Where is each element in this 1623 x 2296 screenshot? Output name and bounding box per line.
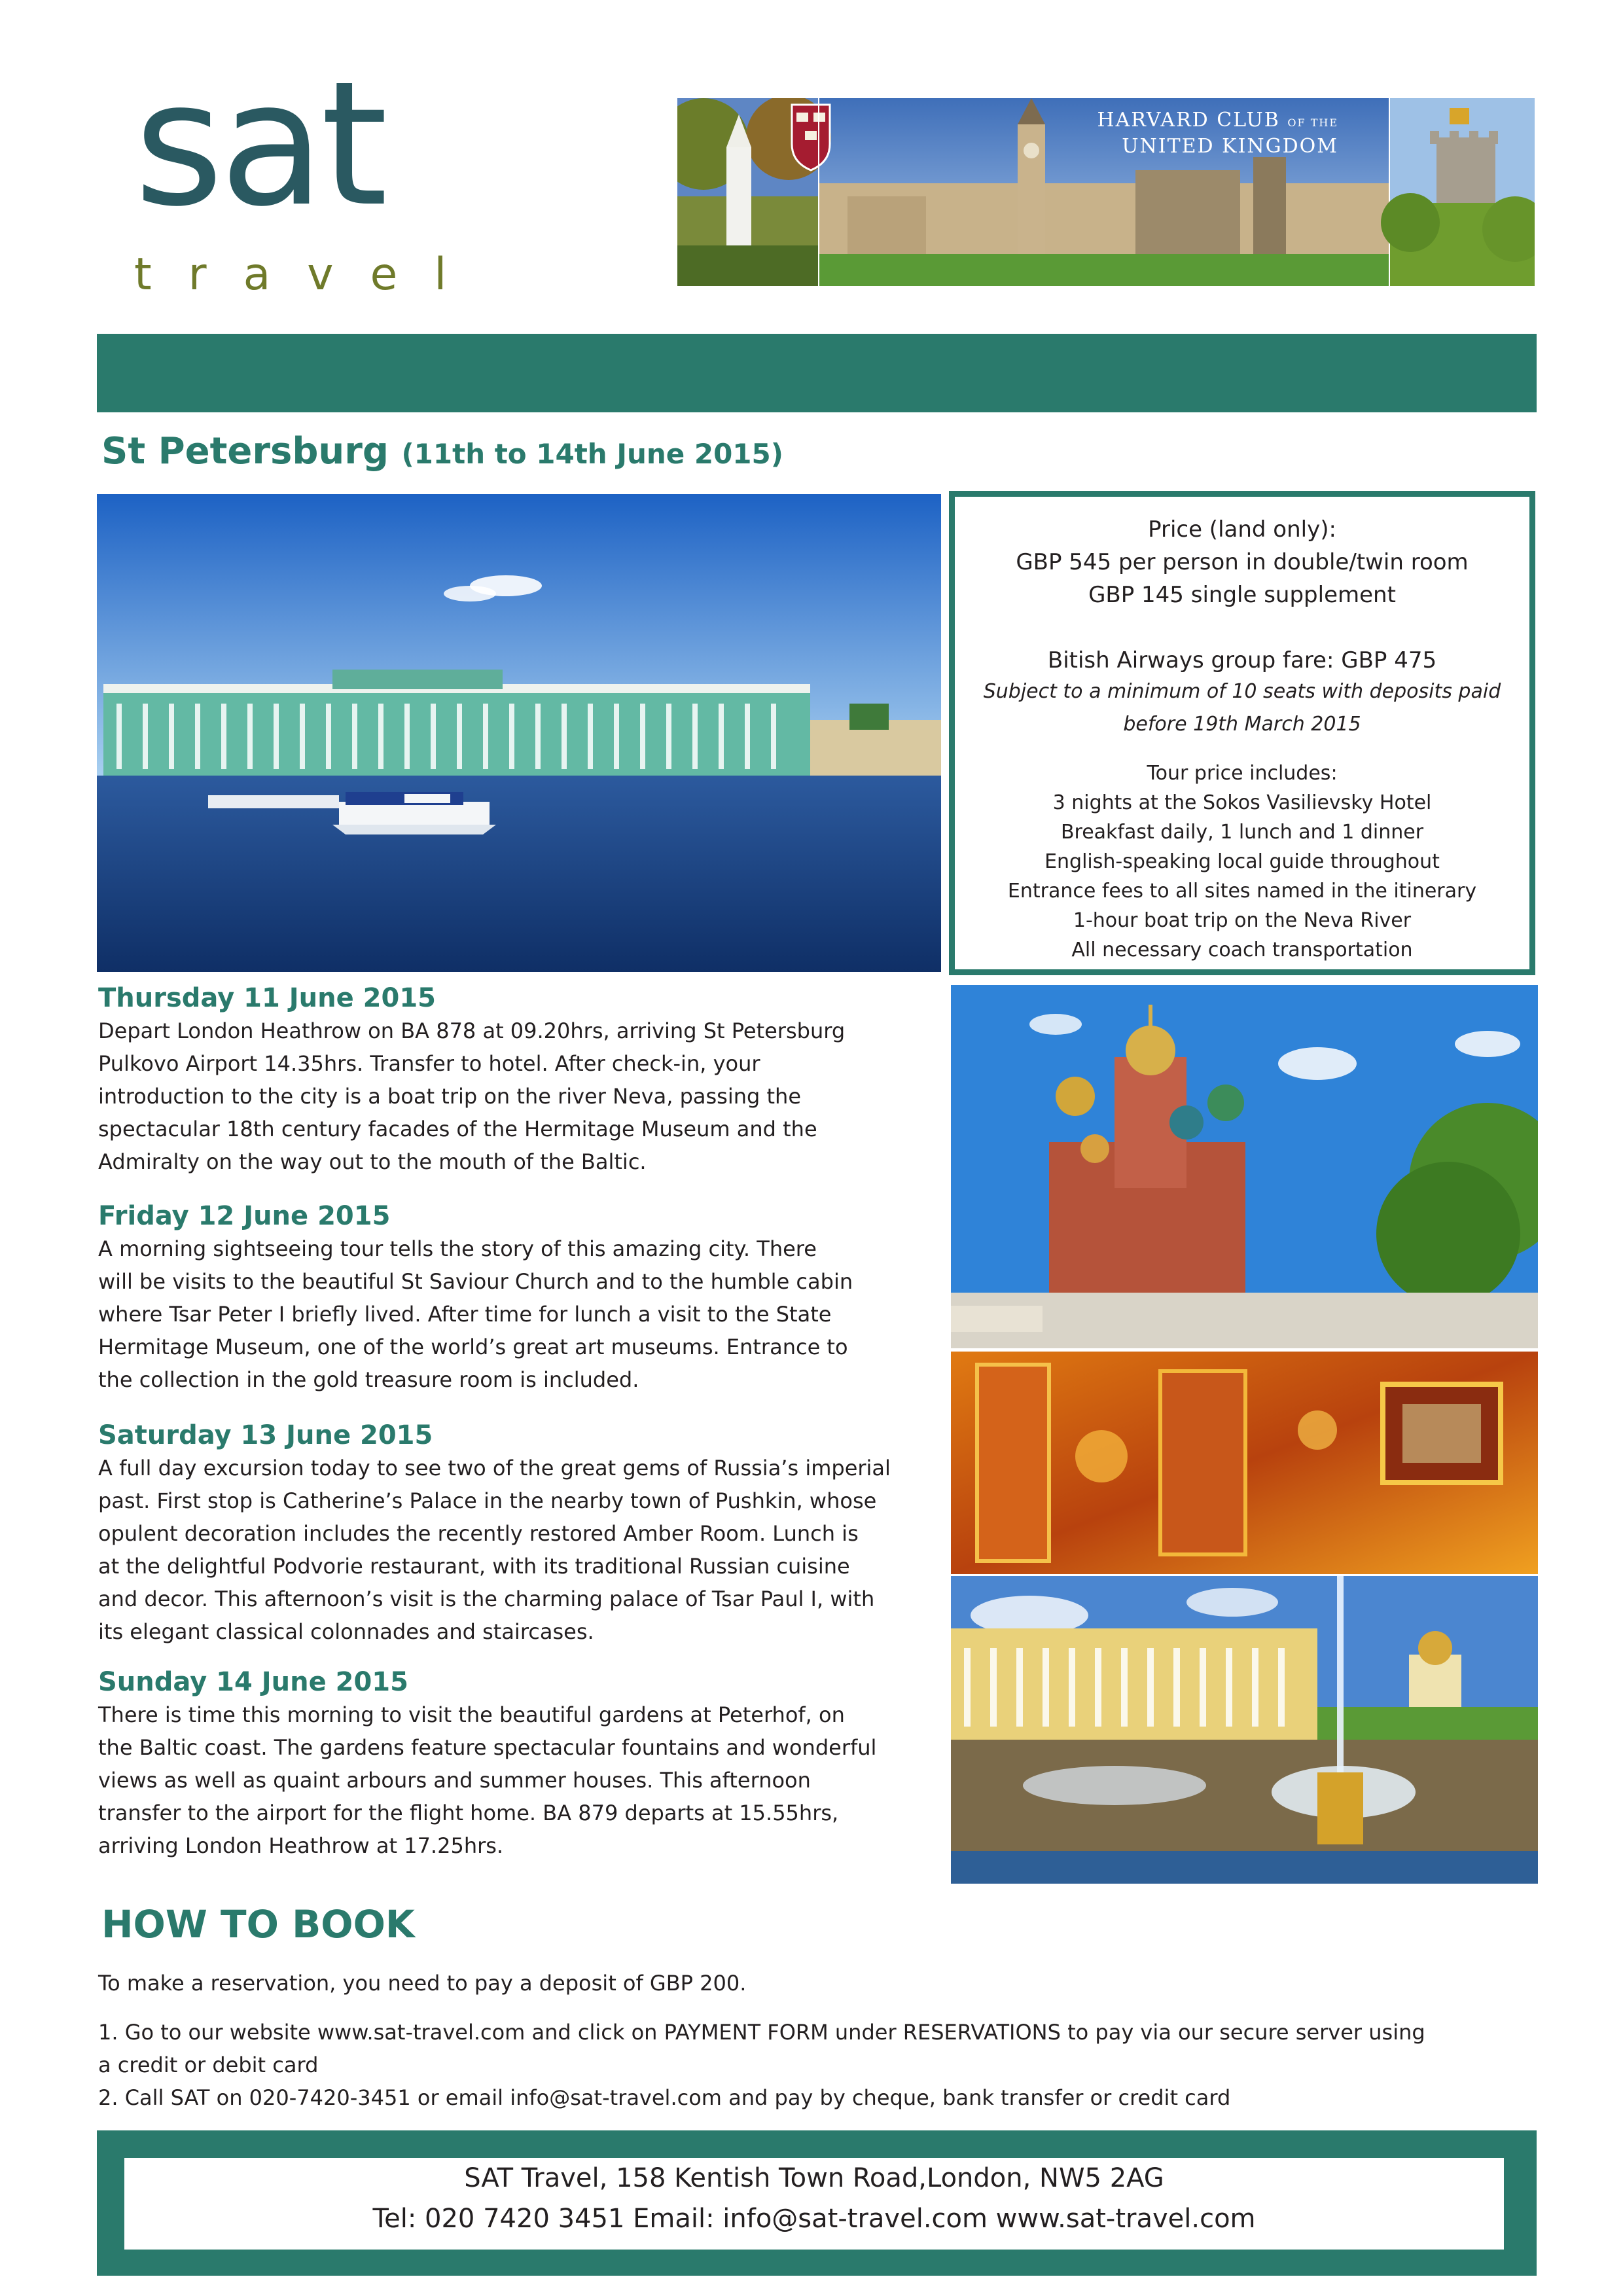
page-title-main: St Petersburg <box>101 430 389 473</box>
logo-travel: travel <box>134 249 484 300</box>
logo-sat: sat <box>134 45 384 244</box>
header-divider-bar <box>97 334 1537 412</box>
day-text-line: A full day excursion today to see two of the great gems of Russia’s imperial <box>98 1456 891 1480</box>
amber-room-photo <box>951 1352 1538 1574</box>
day-text-line: A morning sightseeing tour tells the story of this amazing city. There <box>98 1236 817 1261</box>
price-line: 3 nights at the Sokos Vasilievsky Hotel <box>1052 791 1432 814</box>
price-line: GBP 145 single supplement <box>1088 582 1396 608</box>
amber-room-illustration <box>951 1352 1538 1574</box>
day-text-line: There is time this morning to visit the beautiful gardens at Peterhof, on <box>98 1702 845 1727</box>
price-line: Bitish Airways group fare: GBP 475 <box>1047 647 1437 673</box>
day-text-line: Hermitage Museum, one of the world’s great art museums. Entrance to <box>98 1335 848 1359</box>
footer <box>97 2130 1537 2276</box>
day-description <box>98 1232 949 1396</box>
day-text-line: Admiralty on the way out to the mouth of the Baltic. <box>98 1149 647 1174</box>
footer-contact: Tel: 020 7420 3451 Email: info@sat-travel.com www.sat-travel.com <box>372 2204 1256 2234</box>
day-text-line: at the delightful Podvorie restaurant, with its traditional Russian cuisine <box>98 1554 850 1579</box>
banner-title-of-the: OF THE <box>1287 117 1338 129</box>
day-text-line: past. First stop is Catherine’s Palace in the nearby town of Pushkin, whose <box>98 1488 877 1513</box>
booking-step-2: 2. Call SAT on 020-7420-3451 or email info@sat-travel.com and pay by cheque, bank transfer or credit card <box>98 2085 1231 2110</box>
day-heading: Saturday 13 June 2015 <box>98 1420 433 1450</box>
day-text-line: the collection in the gold treasure room is included. <box>98 1367 639 1392</box>
banner-title-line1: HARVARD CLUB <box>1097 109 1280 132</box>
day-text-line: Depart London Heathrow on BA 878 at 09.20hrs, arriving St Petersburg <box>98 1018 846 1043</box>
day-text-line: Pulkovo Airport 14.35hrs. Transfer to hotel. After check-in, your <box>98 1051 760 1076</box>
harvard-club-banner <box>677 98 1535 286</box>
footer-address: SAT Travel, 158 Kentish Town Road,London, NW5 2AG <box>464 2163 1164 2193</box>
price-line: Tour price includes: <box>1147 762 1338 785</box>
day-text-line: the Baltic coast. The gardens feature spectacular fountains and wonderful <box>98 1735 877 1760</box>
booking-intro: To make a reservation, you need to pay a deposit of GBP 200. <box>98 1971 747 1996</box>
price-line: Entrance fees to all sites named in the itinerary <box>1007 880 1477 903</box>
price-line: All necessary coach transportation <box>1071 939 1413 961</box>
day-text-line: views as well as quaint arbours and summer houses. This afternoon <box>98 1768 811 1793</box>
day-heading: Sunday 14 June 2015 <box>98 1667 408 1697</box>
day-text-line: where Tsar Peter I briefly lived. After time for lunch a visit to the State <box>98 1302 832 1327</box>
booking-step-1: 1. Go to our website www.sat-travel.com and click on PAYMENT FORM under RESERVATIONS to pay via our secure server using <box>98 2020 1425 2045</box>
day-text-line: arriving London Heathrow at 17.25hrs. <box>98 1833 504 1858</box>
church-savior-photo <box>951 985 1538 1348</box>
price-line: Price (land only): <box>1148 516 1336 543</box>
page-title <box>101 425 783 480</box>
day-text-line: and decor. This afternoon’s visit is the charming palace of Tsar Paul I, with <box>98 1587 875 1611</box>
day-text-line: its elegant classical colonnades and staircases. <box>98 1619 594 1644</box>
day-description <box>98 1014 949 1178</box>
page-title-dates: (11th to 14th June 2015) <box>401 438 783 470</box>
price-line: GBP 545 per person in double/twin room <box>1016 549 1469 575</box>
banner-title <box>1097 109 1338 158</box>
how-to-book-heading: HOW TO BOOK <box>101 1902 415 1946</box>
peterhof-illustration <box>951 1576 1538 1884</box>
day-heading: Friday 12 June 2015 <box>98 1201 391 1231</box>
day-heading: Thursday 11 June 2015 <box>98 983 436 1013</box>
footer-contact-box <box>124 2158 1504 2250</box>
church-illustration <box>951 985 1538 1348</box>
day-text-line: spectacular 18th century facades of the Hermitage Museum and the <box>98 1117 817 1141</box>
price-line: 1-hour boat trip on the Neva River <box>1073 909 1412 932</box>
day-description <box>98 1698 949 1862</box>
day-text-line: introduction to the city is a boat trip on the river Neva, passing the <box>98 1084 802 1109</box>
price-line: Breakfast daily, 1 lunch and 1 dinner <box>1060 821 1424 844</box>
hermitage-illustration <box>97 494 941 972</box>
price-line: Subject to a minimum of 10 seats with deposits paid <box>983 680 1501 703</box>
day-text-line: will be visits to the beautiful St Saviour Church and to the humble cabin <box>98 1269 853 1294</box>
booking-step-1-cont: a credit or debit card <box>98 2053 319 2077</box>
day-text-line: opulent decoration includes the recently restored Amber Room. Lunch is <box>98 1521 859 1546</box>
peterhof-photo <box>951 1576 1538 1884</box>
hermitage-photo <box>97 494 941 972</box>
price-line: before 19th March 2015 <box>1123 713 1361 736</box>
price-info-box <box>949 491 1535 975</box>
price-line: English-speaking local guide throughout <box>1044 850 1440 873</box>
day-description <box>98 1452 949 1648</box>
day-text-line: transfer to the airport for the flight home. BA 879 departs at 15.55hrs, <box>98 1801 839 1825</box>
banner-title-line2: UNITED KINGDOM <box>1122 135 1338 158</box>
